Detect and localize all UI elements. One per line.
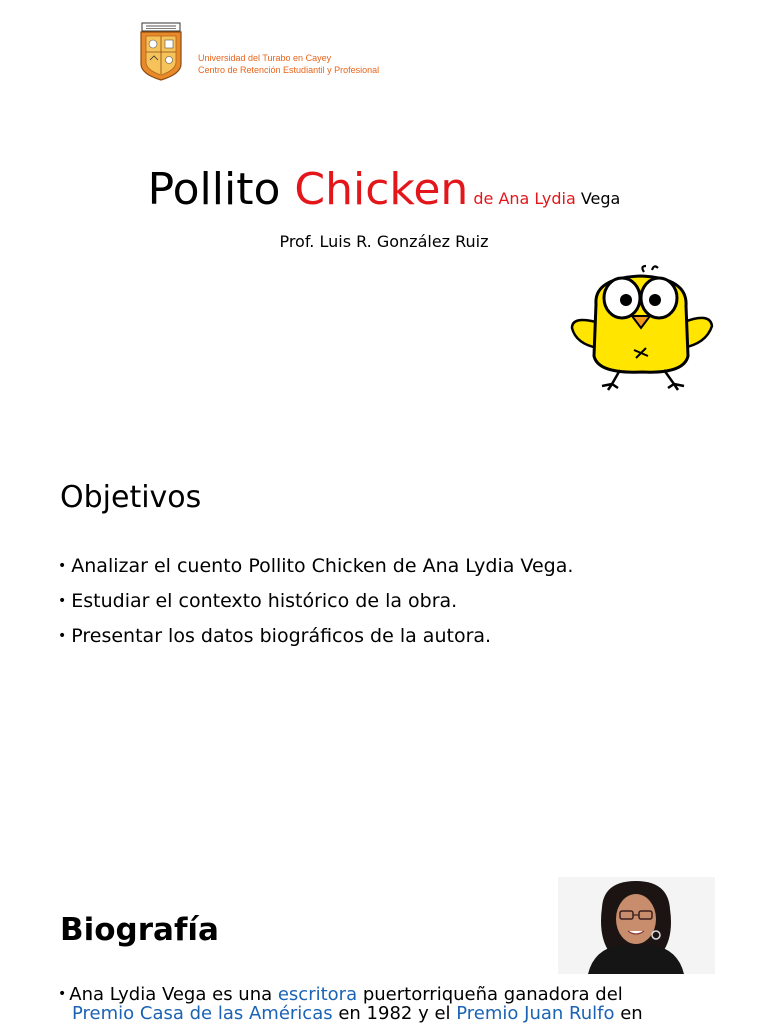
title-vega: Vega	[575, 189, 621, 208]
university-logo	[138, 22, 184, 82]
author-subtitle: Prof. Luis R. González Ruiz	[279, 232, 489, 251]
list-item	[58, 550, 573, 585]
title-de-ana-lydia: de Ana Lydia	[468, 189, 576, 208]
biography-slide	[0, 860, 768, 1024]
bio-line-2	[58, 1005, 710, 1023]
objective-text: Analizar el cuento Pollito Chicken de Ana Lydia Vega.	[71, 555, 574, 577]
title-slide	[0, 0, 768, 430]
bio-text-segment: en	[614, 1003, 643, 1024]
bio-text-segment: puertorriqueña ganadora del	[357, 984, 623, 1005]
university-caption	[198, 52, 379, 76]
link-premio-casa-de-las-americas[interactable]: Premio Casa de las Américas	[72, 1003, 333, 1024]
bullet-icon: •	[58, 986, 67, 1002]
link-premio-juan-rulfo[interactable]: Premio Juan Rulfo	[456, 1003, 615, 1024]
objectives-heading: Objetivos	[60, 480, 202, 515]
title-chicken: Chicken	[294, 164, 469, 215]
objectives-list	[58, 550, 573, 655]
center-name: Centro de Retención Estudiantil y Profesional	[198, 65, 380, 75]
page-title	[0, 164, 768, 215]
list-item	[58, 620, 573, 655]
bio-text-segment: Ana Lydia Vega es una	[69, 984, 278, 1005]
biography-paragraph	[58, 986, 710, 1023]
objective-text: Estudiar el contexto histórico de la obra.	[71, 590, 458, 612]
chick-illustration	[566, 264, 716, 394]
list-item	[58, 585, 573, 620]
title-pollito: Pollito	[147, 164, 295, 215]
author-photo	[558, 877, 715, 974]
objective-text: Presentar los datos biográficos de la autora.	[71, 625, 492, 647]
link-escritora[interactable]: escritora	[277, 984, 358, 1005]
biography-heading: Biografía	[60, 912, 219, 948]
objectives-slide	[0, 430, 768, 860]
bio-text-segment: en 1982 y el	[332, 1003, 457, 1024]
university-name: Universidad del Turabo en Cayey	[198, 53, 332, 63]
